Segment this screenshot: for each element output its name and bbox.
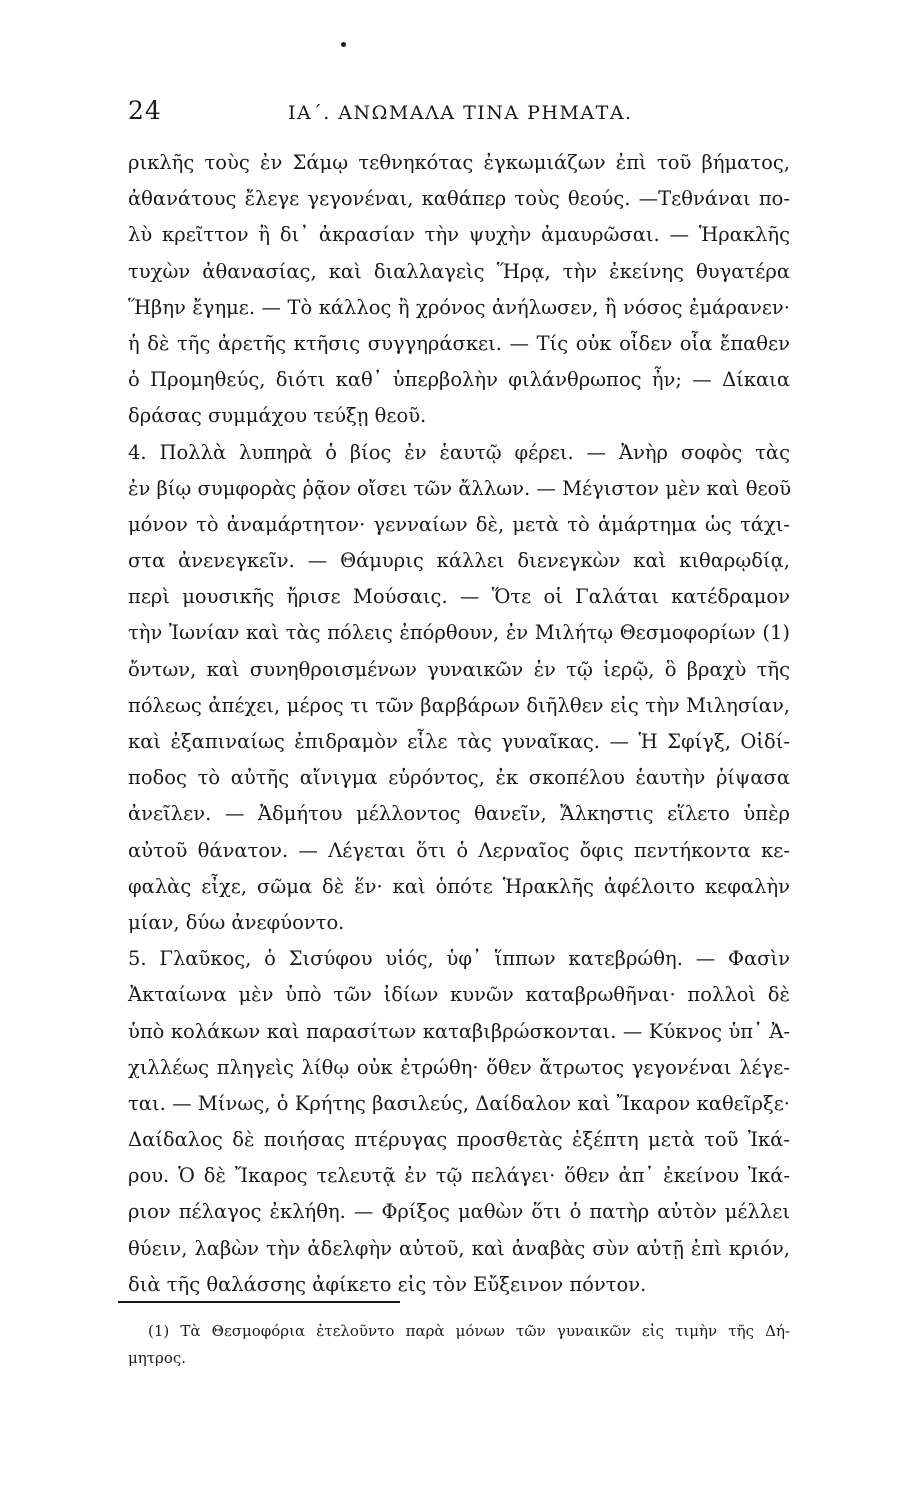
text-line: ὄντων, καὶ συνηθροισμένων γυναικῶν ἐν τῷ ἱερῷ, ὃ βραχὺ τῆς — [128, 657, 790, 681]
text-line: ρικλῆς τοὺς ἐν Σάμῳ τεθνηκότας ἐγκωμιάζων ἐπὶ τοῦ βήματος, — [128, 151, 790, 174]
text-line: ται. — Μίνως, ὁ Κρήτης βασιλεύς, Δαίδαλον καὶ Ἴκαρον καθεῖρξε· — [128, 1091, 790, 1115]
section-5-first-line: 5. Γλαῦκος, ὁ Σισύφου υἱός, ὑφ᾽ ἵππων κατεβρώθη. — Φασὶν — [128, 947, 790, 971]
footnote-line: (1) Τὰ Θεσμοφόρια ἐτελοῦντο παρὰ μόνων τῶν γυναικῶν εἰς τιμὴν τῆς Δή- — [148, 1322, 790, 1340]
text-line: ὑπὸ κολάκων καὶ παρασίτων καταβιβρώσκονται. — Κύκνος ὑπ᾽ Ἀ- — [128, 1019, 790, 1043]
text-line: τυχὼν ἀθανασίας, καὶ διαλλαγεὶς Ἥρᾳ, τὴν ἐκείνης θυγατέρα — [128, 259, 790, 283]
text-line: τὴν Ἰωνίαν καὶ τὰς πόλεις ἐπόρθουν, ἐν Μιλήτῳ Θεσμοφορίων (1) — [128, 621, 790, 645]
page-number: 24 — [128, 96, 162, 125]
text-line: ἐν βίῳ συμφορὰς ῥᾷον οἴσει τῶν ἄλλων. — Μέγιστον μὲν καὶ θεοῦ — [128, 476, 792, 500]
text-line: λὺ κρεῖττον ἢ δι᾽ ἀκρασίαν τὴν ψυχὴν ἀμαυρῶσαι. — Ἡρακλῆς — [128, 223, 790, 247]
text-line: ἡ δὲ τῆς ἀρετῆς κτῆσις συγγηράσκει. — Τίς οὐκ οἶδεν οἷα ἔπαθεν — [128, 331, 790, 355]
text-line: καὶ ἐξαπιναίως ἐπιδραμὸν εἷλε τὰς γυναῖκας. — Ἡ Σφίγξ, Οἰδί- — [128, 730, 790, 753]
text-line: μίαν, δύω ἀνεφύοντο. — [128, 910, 345, 934]
footnotes — [128, 1318, 790, 1372]
section-4-first-line: 4. Πολλὰ λυπηρὰ ὁ βίος ἐν ἑαυτῷ φέρει. — Ἀνὴρ σοφὸς τὰς — [128, 440, 790, 464]
page-header — [128, 96, 788, 132]
footnote-divider — [118, 1301, 400, 1303]
text-line: μόνον τὸ ἀναμάρτητον· γενναίων δὲ, μετὰ τὸ ἁμάρτημα ὡς τάχι- — [128, 512, 790, 536]
text-line: χιλλέως πληγεὶς λίθῳ οὐκ ἐτρώθη· ὅθεν ἄτρωτος γεγονέναι λέγε- — [128, 1055, 790, 1079]
text-line: ποδος τὸ αὐτῆς αἴνιγμα εὑρόντος, ἐκ σκοπέλου ἑαυτὴν ῥίψασα — [128, 766, 790, 790]
text-line: φαλὰς εἶχε, σῶμα δὲ ἕν· καὶ ὁπότε Ἡρακλῆς ἀφέλοιτο κεφαλὴν — [128, 874, 790, 898]
text-line: ριον πέλαγος ἐκλήθη. — Φρίξος μαθὼν ὅτι ὁ πατὴρ αὐτὸν μέλλει — [128, 1200, 790, 1224]
text-line: θύειν, λαβὼν τὴν ἀδελφὴν αὐτοῦ, καὶ ἀναβὰς σὺν αὐτῇ ἐπὶ κριόν, — [128, 1236, 790, 1260]
ink-speck — [341, 42, 346, 47]
body-text — [128, 145, 790, 1303]
text-line: ρου. Ὁ δὲ Ἴκαρος τελευτᾷ ἐν τῷ πελάγει· ὅθεν ἀπ᾽ ἐκείνου Ἰκά- — [128, 1164, 790, 1188]
text-line: αὐτοῦ θάνατον. — Λέγεται ὅτι ὁ Λερναῖος ὄφις πεντήκοντα κε- — [128, 838, 790, 862]
text-line: περὶ μουσικῆς ἤρισε Μούσαις. — Ὅτε οἱ Γαλάται κατέδραμον — [128, 585, 790, 609]
text-line: ὁ Προμηθεύς, διότι καθ᾽ ὑπερβολὴν φιλάνθρωπος ἦν; — Δίκαια — [128, 368, 790, 392]
text-line: στα ἀνενεγκεῖν. — Θάμυρις κάλλει διενεγκὼν καὶ κιθαρῳδίᾳ, — [128, 549, 790, 573]
text-line: δράσας συμμάχου τεύξῃ θεοῦ. — [128, 404, 427, 428]
text-line: Δαίδαλος δὲ ποιήσας πτέρυγας προσθετὰς ἐξέπτη μετὰ τοῦ Ἰκά- — [128, 1128, 790, 1152]
text-line: ἀθανάτους ἔλεγε γεγονέναι, καθάπερ τοὺς θεούς. —Τεθνάναι πο- — [128, 187, 790, 211]
text-line: Ἀκταίωνα μὲν ὑπὸ τῶν ἰδίων κυνῶν καταβρωθῆναι· πολλοὶ δὲ — [128, 983, 790, 1007]
text-line: διὰ τῆς θαλάσσης ἀφίκετο εἰς τὸν Εὔξεινον πόντον. — [128, 1272, 647, 1296]
footnote-line: μητρος. — [128, 1349, 187, 1367]
running-title: ΙΑ΄. ΑΝΩΜΑΛΑ ΤΙΝΑ ΡΗΜΑΤΑ. — [288, 102, 633, 124]
text-line: Ἥβην ἔγημε. — Τὸ κάλλος ἢ χρόνος ἀνήλωσεν, ἢ νόσος ἐμάρανεν· — [128, 295, 790, 319]
text-line: ἀνεῖλεν. — Ἀδμήτου μέλλοντος θανεῖν, Ἄλκηστις εἵλετο ὑπὲρ — [128, 802, 790, 826]
text-line: πόλεως ἀπέχει, μέρος τι τῶν βαρβάρων διῆλθεν εἰς τὴν Μιλησίαν, — [128, 693, 790, 717]
